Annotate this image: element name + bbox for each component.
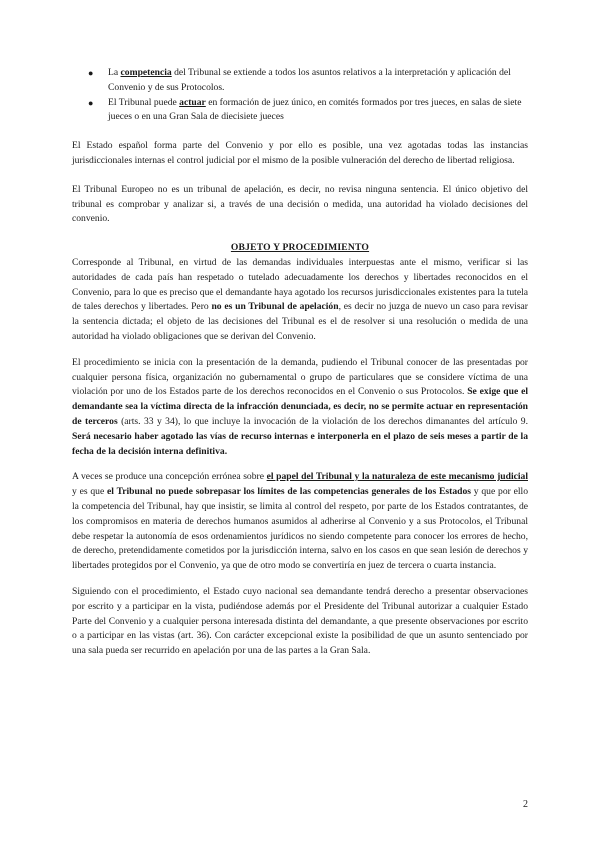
text-run: y es que <box>72 486 108 498</box>
text-run: , es decir no juzga de nuevo un caso para revisar la sentencia dictada; el objeto de las decisiones del Tribunal es el de resolver si una resolución o medida de una autoridad ha violado obligaciones que se derivan del Convenio. <box>72 301 529 342</box>
document-page <box>72 66 528 659</box>
paragraph-estado-espanol: El Estado español forma parte del Convenio y por ello es posible, una vez agotadas todas las instancias jurisdiccionales internas el control judicial por el mismo de la posible vulneración del derecho de libertad religiosa. <box>72 140 528 166</box>
text-run: y que por ello la competencia del Tribunal, hay que insistir, se limita al control del respeto, por parte de los Estados contratantes, de los compromisos en materia de derechos humanos asumidos al adherirse al Convenio y a sus Protocolos, el Tribunal debe respetar la autonomía de esos ordenamientos jurídicos no siendo competente para conocer los errores de hecho, de derecho, pretendidamente cometidos por la jurisdicción interna, salvo en los casos en que sean lesión de derechos y libertades protegidos por el Convenio, ya que de otro modo se convertiría en juez de tercera o cuarta instancia. <box>72 486 529 572</box>
bullet-text-pre: La <box>108 67 121 78</box>
paragraph-objeto <box>72 256 528 345</box>
bullet-text-pre: El Tribunal puede <box>108 96 180 108</box>
text-run: A veces se produce una concepción errónea sobre <box>72 471 267 483</box>
text-run: Corresponde al Tribunal, en virtud de las demandas individuales interpuestas ante el mismo, verificar si las autoridades de cada país han respetado o tutelado adecuadamente los derechos y libertades reconocidos en el Convenio, para lo que es preciso que el demandante haya agotado los recursos jurisdiccionales existentes para la tutela de tales derechos y libertades. Pero <box>72 256 528 313</box>
bullet-text-post: en formación de juez único, en comités formados por tres jueces, en salas de siete jueces o en una Gran Sala de diecisiete jueces <box>108 96 522 123</box>
list-item <box>88 96 528 126</box>
paragraph-tribunal-europeo: El Tribunal Europeo no es un tribunal de apelación, es decir, no revisa ninguna sentencia. El único objetivo del tribunal es comprobar y analizar si, a través de una decisión o medida, una autoridad ha violado decisiones del convenio. <box>72 183 528 225</box>
paragraph-siguiendo: Siguiendo con el procedimiento, el Estado cuyo nacional sea demandante tendrá derecho a presentar observaciones por escrito y a participar en la vista, pudiéndose además por el Presidente del Tribunal autorizar a cualquier Estado Parte del Convenio y a cualquier persona interesada distinta del demandante, a que presente observaciones por escrito o a participar en las vistas (art. 36). Con carácter excepcional existe la posibilidad de que un asunto sentenciado por una sala pueda ser recurrido en apelación por una de las partes a la Gran Sala. <box>72 585 528 657</box>
text-run: El procedimiento se inicia con la presentación de la demanda, pudiendo el Tribunal conocer de las presentadas por cualquier persona física, organización no gubernamental o grupo de particulares que se considere víctima de una violación por uno de los Estados parte de los derechos reconocidos en el Convenio o sus Protocolos. <box>72 356 528 398</box>
page-number: 2 <box>523 799 528 810</box>
bullet-icon: ● <box>88 68 94 78</box>
bold-underlined-run: el papel del Tribunal y la naturaleza de este mecanismo judicial <box>266 471 528 483</box>
bold-run: el Tribunal no puede sobrepasar los límites de las competencias generales de los Estados <box>107 486 471 498</box>
bold-run: no es un Tribunal de apelación <box>211 301 339 313</box>
bullet-icon: ● <box>88 97 94 108</box>
paragraph-procedimiento <box>72 356 528 460</box>
bullet-list <box>72 66 528 125</box>
bullet-keyword: competencia <box>120 67 172 78</box>
paragraph-concepcion-erronea <box>72 470 528 574</box>
bullet-keyword: actuar <box>179 96 206 108</box>
bold-run: Se exige que el demandante sea la víctima directa de la infracción denunciada, es decir, no se permite actuar en representación de terceros <box>72 386 528 427</box>
bullet-text-post: del Tribunal se extiende a todos los asuntos relativos a la interpretación y aplicación del Convenio y de sus Protocolos. <box>108 67 511 93</box>
list-item <box>88 66 528 96</box>
section-heading: OBJETO Y PROCEDIMIENTO <box>230 242 370 254</box>
bold-run: Será necesario haber agotado las vías de recurso internas e interponerla en el plazo de seis meses a partir de la fecha de la decisión interna definitiva. <box>72 430 528 457</box>
text-run: (arts. 33 y 34), lo que incluye la invocación de la violación de los derechos dimanantes del artículo 9. <box>117 415 529 427</box>
